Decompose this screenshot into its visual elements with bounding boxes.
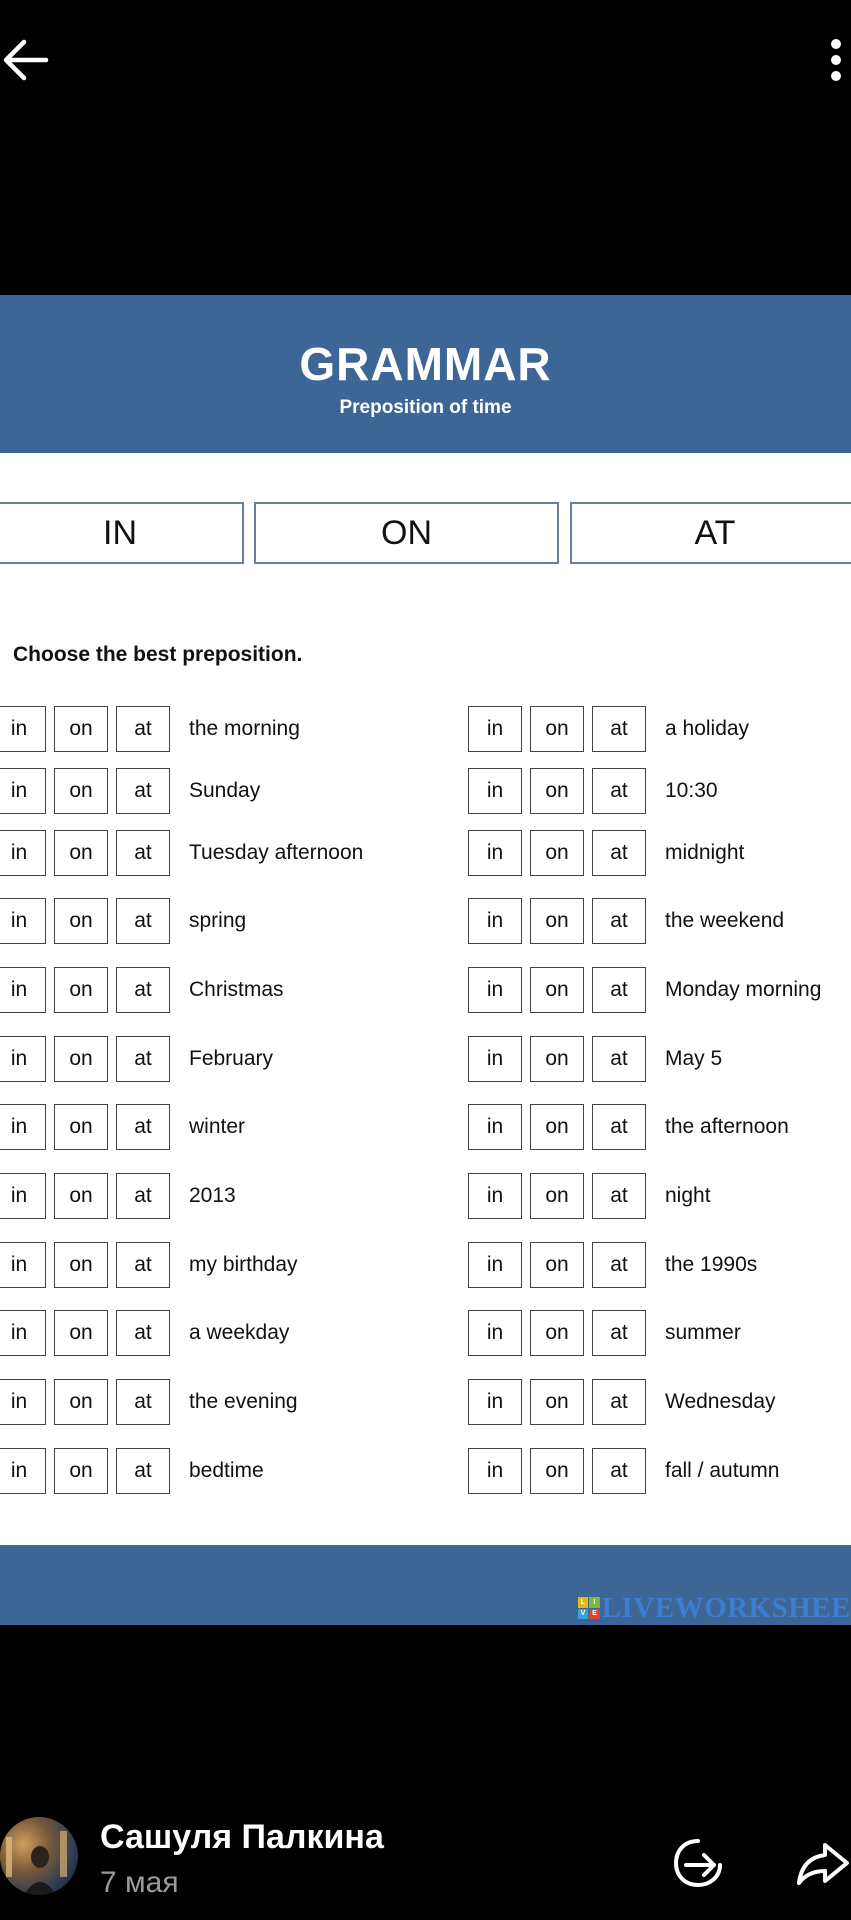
- option-on-button[interactable]: on: [530, 898, 584, 944]
- more-vertical-icon: [821, 30, 851, 90]
- exercise-row-left: [0, 767, 260, 815]
- option-at-button[interactable]: at: [116, 1379, 170, 1425]
- option-at-button[interactable]: at: [116, 898, 170, 944]
- option-at-button[interactable]: at: [592, 1173, 646, 1219]
- option-in-button[interactable]: in: [468, 706, 522, 752]
- exercise-phrase: Sunday: [189, 779, 261, 802]
- option-in-button[interactable]: in: [0, 1173, 46, 1219]
- top-toolbar: [0, 0, 851, 120]
- option-at-button[interactable]: at: [592, 1448, 646, 1494]
- option-on-button[interactable]: on: [54, 1379, 108, 1425]
- logo-grid-icon: [578, 1597, 600, 1619]
- option-on-button[interactable]: on: [54, 1242, 108, 1288]
- option-in-button[interactable]: in: [0, 1104, 46, 1150]
- instruction-text: Choose the best preposition.: [13, 643, 303, 666]
- exercise-row-right: [468, 1172, 711, 1220]
- exercise-row-left: [0, 829, 363, 877]
- option-on-button[interactable]: on: [54, 1173, 108, 1219]
- logo-text: LIVEWORKSHEE: [601, 1591, 851, 1624]
- exercise-row-right: [468, 1103, 789, 1151]
- option-at-button[interactable]: at: [116, 967, 170, 1013]
- option-at-button[interactable]: at: [592, 1379, 646, 1425]
- category-box-at: AT: [570, 502, 851, 564]
- exercise-phrase: the 1990s: [665, 1253, 758, 1276]
- option-in-button[interactable]: in: [0, 1448, 46, 1494]
- exercise-row-left: [0, 897, 246, 945]
- option-on-button[interactable]: on: [54, 1310, 108, 1356]
- option-at-button[interactable]: at: [592, 1104, 646, 1150]
- exercise-phrase: Christmas: [189, 978, 284, 1001]
- arrow-left-icon: [0, 30, 60, 90]
- option-on-button[interactable]: on: [530, 1242, 584, 1288]
- option-at-button[interactable]: at: [116, 1448, 170, 1494]
- option-in-button[interactable]: in: [468, 768, 522, 814]
- option-in-button[interactable]: in: [468, 830, 522, 876]
- exercise-row-left: [0, 705, 300, 753]
- option-on-button[interactable]: on: [54, 1104, 108, 1150]
- category-box-on: ON: [254, 502, 559, 564]
- option-in-button[interactable]: in: [468, 1448, 522, 1494]
- option-in-button[interactable]: in: [468, 1173, 522, 1219]
- option-on-button[interactable]: on: [54, 1448, 108, 1494]
- option-in-button[interactable]: in: [0, 898, 46, 944]
- exercise-row-right: [468, 1035, 722, 1083]
- option-at-button[interactable]: at: [592, 967, 646, 1013]
- option-on-button[interactable]: on: [530, 1173, 584, 1219]
- option-on-button[interactable]: on: [54, 1036, 108, 1082]
- option-on-button[interactable]: on: [530, 1036, 584, 1082]
- exercise-row-left: [0, 1378, 298, 1426]
- logo-letter: L: [578, 1597, 589, 1608]
- option-on-button[interactable]: on: [54, 706, 108, 752]
- option-on-button[interactable]: on: [54, 768, 108, 814]
- exercise-phrase: the weekend: [665, 909, 785, 932]
- option-at-button[interactable]: at: [592, 1242, 646, 1288]
- exercise-row-right: [468, 897, 784, 945]
- exercise-phrase: Monday morning: [665, 978, 822, 1001]
- option-in-button[interactable]: in: [0, 1242, 46, 1288]
- option-at-button[interactable]: at: [116, 1310, 170, 1356]
- option-in-button[interactable]: in: [0, 967, 46, 1013]
- exercise-row-left: [0, 1447, 264, 1495]
- option-in-button[interactable]: in: [468, 1379, 522, 1425]
- author-name[interactable]: Сашуля Палкина: [100, 1818, 384, 1856]
- option-on-button[interactable]: on: [54, 967, 108, 1013]
- option-in-button[interactable]: in: [0, 830, 46, 876]
- option-in-button[interactable]: in: [0, 768, 46, 814]
- option-on-button[interactable]: on: [530, 706, 584, 752]
- exercise-phrase: midnight: [665, 841, 745, 864]
- exercise-phrase: Tuesday afternoon: [189, 841, 364, 864]
- exercise-phrase: 10:30: [665, 779, 718, 802]
- option-on-button[interactable]: on: [530, 1104, 584, 1150]
- more-options-button[interactable]: [821, 30, 851, 90]
- option-in-button[interactable]: in: [468, 1310, 522, 1356]
- option-on-button[interactable]: on: [530, 1379, 584, 1425]
- exercise-phrase: February: [189, 1047, 274, 1070]
- repost-button[interactable]: [795, 1835, 851, 1891]
- option-at-button[interactable]: at: [592, 706, 646, 752]
- option-at-button[interactable]: at: [116, 1242, 170, 1288]
- worksheet-image[interactable]: [0, 295, 851, 1625]
- option-on-button[interactable]: on: [530, 830, 584, 876]
- category-box-in: IN: [0, 502, 244, 564]
- share-button[interactable]: [670, 1835, 726, 1891]
- logo-letter: E: [589, 1609, 600, 1620]
- option-in-button[interactable]: in: [468, 1036, 522, 1082]
- option-at-button[interactable]: at: [592, 1310, 646, 1356]
- worksheet-title: GRAMMAR: [299, 338, 552, 390]
- header-band: [0, 295, 851, 453]
- exercise-phrase: the evening: [189, 1390, 298, 1413]
- exercise-row-right: [468, 1447, 779, 1495]
- worksheet-subtitle: Preposition of time: [339, 397, 512, 418]
- exercise-phrase: the afternoon: [665, 1115, 789, 1138]
- exercise-phrase: spring: [189, 909, 247, 932]
- option-on-button[interactable]: on: [530, 1448, 584, 1494]
- exercise-phrase: a holiday: [665, 717, 750, 740]
- exercise-phrase: Wednesday: [665, 1390, 776, 1413]
- exercise-phrase: the morning: [189, 717, 300, 740]
- post-date: 7 мая: [100, 1866, 179, 1899]
- option-in-button[interactable]: in: [0, 706, 46, 752]
- option-at-button[interactable]: at: [116, 768, 170, 814]
- exercise-row-left: [0, 1309, 289, 1357]
- exercise-phrase: May 5: [665, 1047, 723, 1070]
- option-in-button[interactable]: in: [468, 898, 522, 944]
- option-on-button[interactable]: on: [530, 967, 584, 1013]
- back-button[interactable]: [0, 30, 60, 90]
- option-at-button[interactable]: at: [116, 830, 170, 876]
- option-in-button[interactable]: in: [468, 1242, 522, 1288]
- exercise-phrase: fall / autumn: [665, 1459, 780, 1482]
- exercise-row-right: [468, 1309, 741, 1357]
- option-in-button[interactable]: in: [468, 967, 522, 1013]
- option-at-button[interactable]: at: [592, 1036, 646, 1082]
- option-on-button[interactable]: on: [530, 1310, 584, 1356]
- option-at-button[interactable]: at: [116, 1036, 170, 1082]
- exercise-phrase: a weekday: [189, 1321, 290, 1344]
- option-at-button[interactable]: at: [592, 830, 646, 876]
- exercise-row-left: [0, 966, 284, 1014]
- option-in-button[interactable]: in: [0, 1036, 46, 1082]
- option-at-button[interactable]: at: [592, 898, 646, 944]
- exercise-row-left: [0, 1035, 273, 1083]
- exercise-row-right: [468, 767, 718, 815]
- post-footer: [0, 1800, 851, 1920]
- exercise-row-right: [468, 705, 749, 753]
- exercise-phrase: winter: [189, 1115, 246, 1138]
- liveworksheets-logo: [578, 1593, 851, 1623]
- option-in-button[interactable]: in: [0, 1379, 46, 1425]
- option-at-button[interactable]: at: [116, 706, 170, 752]
- exercise-row-right: [468, 1241, 757, 1289]
- avatar-photo-icon: [0, 1817, 78, 1895]
- logo-letter: V: [578, 1609, 589, 1620]
- exercise-row-right: [468, 1378, 776, 1426]
- exercise-row-left: [0, 1241, 298, 1289]
- exercise-row-left: [0, 1103, 245, 1151]
- option-at-button[interactable]: at: [116, 1173, 170, 1219]
- option-in-button[interactable]: in: [468, 1104, 522, 1150]
- exercise-row-right: [468, 966, 821, 1014]
- option-on-button[interactable]: on: [54, 898, 108, 944]
- avatar[interactable]: [0, 1817, 78, 1895]
- exercise-phrase: night: [665, 1184, 711, 1207]
- logo-letter: I: [589, 1597, 600, 1608]
- exercise-phrase: 2013: [189, 1184, 236, 1207]
- exercise-phrase: my birthday: [189, 1253, 298, 1276]
- exercise-phrase: bedtime: [189, 1459, 264, 1482]
- option-at-button[interactable]: at: [592, 768, 646, 814]
- exercise-phrase: summer: [665, 1321, 741, 1344]
- exercise-row-right: [468, 829, 744, 877]
- option-on-button[interactable]: on: [530, 768, 584, 814]
- option-in-button[interactable]: in: [0, 1310, 46, 1356]
- repost-icon: [795, 1835, 851, 1891]
- option-on-button[interactable]: on: [54, 830, 108, 876]
- exercise-row-left: [0, 1172, 236, 1220]
- option-at-button[interactable]: at: [116, 1104, 170, 1150]
- share-icon: [670, 1835, 726, 1891]
